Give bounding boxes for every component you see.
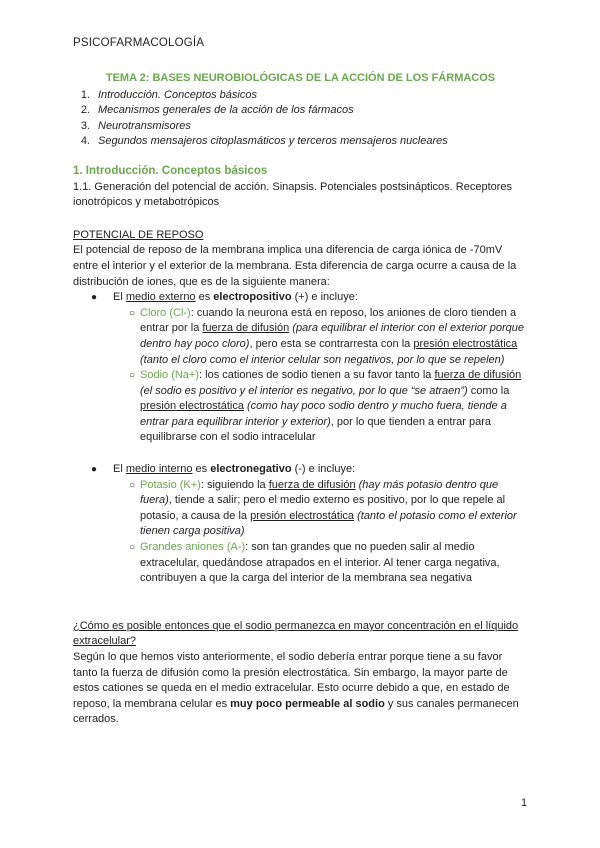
toc-item: 1. Introducción. Conceptos básicos bbox=[80, 88, 257, 101]
spacer bbox=[73, 446, 528, 462]
toc-item: 4. Segundos mensajeros citoplasmáticos y terceros mensajeros nucleares bbox=[80, 135, 448, 148]
table-of-contents bbox=[73, 88, 528, 150]
subbullet-item-aniones: ○ Grandes aniones (A-): son tan grandes que no pueden salir al medio extracelular, quedándose atrapados en el interior. Al tener carga negativa, contribuyen a que la carga del interior de la membrana sea negativa bbox=[129, 541, 500, 585]
spacer bbox=[73, 587, 528, 619]
section-subtitle: 1.1. Generación del potencial de acción. Sinapsis. Potenciales postsinápticos. Receptores ionotrópicos y metabotrópicos bbox=[73, 180, 513, 209]
bullet-icon: ● bbox=[91, 464, 98, 476]
subsection-heading: POTENCIAL DE REPOSO bbox=[73, 228, 204, 241]
question-heading: ¿Cómo es posible entonces que el sodio permanezca en mayor concentración en el líquido extracelular? bbox=[73, 619, 519, 648]
subbullet-item-cloro: ○ Cloro (Cl-): cuando la neurona está en reposo, los aniones de cloro tienden a entrar por la fuerza de difusión (para equilibrar el interior con el exterior porque dentro hay poco cloro), pero esta se contrarresta con la presión electrostática (tanto el cloro como el interior celular son negativos, por lo que se repelen) bbox=[129, 306, 525, 366]
circle-bullet-icon: ○ bbox=[129, 307, 136, 319]
toc-item: 2. Mecanismos generales de la acción de los fármacos bbox=[80, 104, 354, 117]
page-header: PSICOFARMACOLOGÍA bbox=[73, 37, 205, 49]
bullet-item-externo: ● El medio externo es electropositivo (+) e incluye: bbox=[73, 290, 528, 306]
answer-paragraph: Según lo que hemos visto anteriormente, el sodio debería entrar porque tiene a su favor tanto la fuerza de difusión como la presión electrostática. Sin embargo, la mayor parte de estos cationes se queda en el medio extracelular. Esto ocurre debido a que, en estado de reposo, la membrana celular es muy poco permeable al sodio y sus canales permanecen cerrados. bbox=[73, 651, 519, 726]
subbullet-item-potasio: ○ Potasio (K+): siguiendo la fuerza de difusión (hay más potasio dentro que fuera), tiende a salir; pero el medio externo es positivo, por lo que repele al potasio, a causa de la presión electrostática (tanto el potasio como el exterior tienen carga positiva) bbox=[129, 478, 517, 538]
page-content bbox=[73, 71, 528, 728]
circle-bullet-icon: ○ bbox=[129, 479, 136, 491]
bullet-icon: ● bbox=[91, 292, 98, 304]
section-heading: 1. Introducción. Conceptos básicos bbox=[73, 164, 268, 177]
bullet-item-interno: ● El medio interno es electronegativo (-) e incluye: bbox=[73, 462, 528, 478]
document-title: TEMA 2: BASES NEUROBIOLÓGICAS DE LA ACCIÓN DE LOS FÁRMACOS bbox=[105, 72, 496, 84]
subbullet-item-sodio: ○ Sodio (Na+): los cationes de sodio tienen a su favor tanto la fuerza de difusión (el sodio es positivo y el interior es negativo, por lo que “se atraen”) como la presión electrostática (como hay poco sodio dentro y mucho fuera, tiende a entrar para equilibrar interior y exterior), por lo que tienden a entrar para equilibrarse con el sodio intracelular bbox=[129, 369, 522, 444]
intro-paragraph: El potencial de reposo de la membrana implica una diferencia de carga iónica de -70mV entre el interior y el exterior de la membrana. Esta diferencia de carga ocurre a causa de la distribución de iones, que es de la siguiente manera: bbox=[73, 244, 517, 288]
circle-bullet-icon: ○ bbox=[129, 370, 136, 382]
circle-bullet-icon: ○ bbox=[129, 542, 136, 554]
page-number: 1 bbox=[521, 797, 528, 809]
toc-item: 3. Neurotransmisores bbox=[80, 119, 191, 132]
